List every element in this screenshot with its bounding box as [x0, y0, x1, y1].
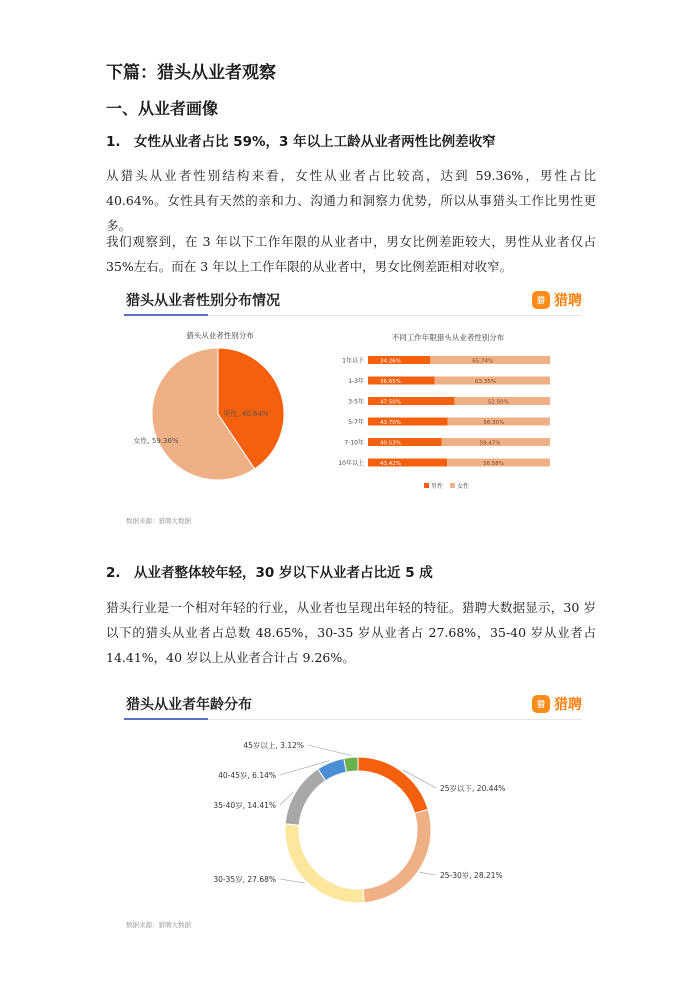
- bar-data-label: 47.50%: [380, 399, 401, 406]
- donut-slice-label: 40-45岁, 6.14%: [218, 771, 276, 780]
- donut-slice-25-30岁: [363, 809, 431, 902]
- bar-data-label: 59.47%: [479, 440, 501, 447]
- section-heading: 一、从业者画像: [106, 99, 219, 118]
- donut-slice-label: 30-35岁, 27.68%: [213, 875, 276, 884]
- age-donut-chart: [118, 726, 582, 926]
- part-heading: 下篇：猎头从业者观察: [106, 63, 276, 83]
- bar-data-label: 36.65%: [380, 378, 401, 385]
- donut-slice-25岁以下: [358, 757, 428, 813]
- legend-label: 女性: [457, 483, 470, 490]
- bar-category-label: 10年以上: [338, 460, 364, 467]
- donut-slice-30-35岁: [285, 824, 364, 903]
- title-rule: [208, 719, 582, 720]
- donut-slice-45岁以上: [344, 757, 358, 772]
- bar-data-label: 40.53%: [380, 440, 401, 447]
- data-source: 数据来源：猎聘大数据: [126, 921, 191, 929]
- legend-swatch-女性: [450, 483, 455, 488]
- card-title: 猎头从业者性别分布情况: [126, 293, 280, 309]
- age-chart-card: [118, 694, 582, 932]
- legend-swatch-男性: [424, 483, 429, 488]
- bar-category-label: 7-10年: [344, 439, 364, 447]
- donut-slice-35-40岁: [285, 769, 325, 825]
- bar-data-label: 34.26%: [380, 358, 401, 365]
- donut-slice-label: 25-30岁, 28.21%: [440, 871, 503, 880]
- gender-chart-card: [118, 290, 582, 532]
- pie-slice-label: 男性, 40.64%: [223, 410, 269, 418]
- gender-charts: [118, 318, 582, 538]
- bar-category-label: 1-3年: [348, 378, 364, 385]
- donut-slice-label: 25岁以下, 20.44%: [440, 784, 506, 793]
- liepin-logo-icon: 猎: [532, 291, 550, 309]
- bar-data-label: 65.74%: [472, 358, 494, 365]
- liepin-logo: [532, 290, 582, 310]
- bar-category-label: 1年以下: [342, 357, 364, 365]
- legend-label: 男性: [431, 483, 444, 490]
- bar-category-label: 3-5年: [348, 398, 364, 406]
- paragraph-2: 我们观察到，在 3 年以下工作年限的从业者中，男女比例差距较大，男性从业者仅占 35%左右。而在 3 年以上工作年限的从业者中，男女比例差距相对收窄。: [106, 234, 596, 274]
- logo-text: 猎聘: [554, 293, 582, 309]
- logo-text: 猎聘: [554, 697, 582, 713]
- pie-title: 猎头从业者性别分布: [186, 331, 254, 340]
- bar-data-label: 56.30%: [483, 419, 505, 426]
- bar-segment-男性: [368, 377, 435, 385]
- bar-data-label: 43.70%: [380, 419, 401, 426]
- bar-chart-title: 不同工作年限猎头从业者性别分布: [391, 333, 505, 342]
- leader-line: [308, 745, 351, 755]
- bar-data-label: 43.42%: [380, 460, 401, 467]
- paragraph-1: 从猎头从业者性别结构来看，女性从业者占比较高，达到 59.36%，男性占比 40.64%。女性具有天然的亲和力、沟通力和洞察力优势，所以从事猎头工作比男性更多。: [106, 168, 596, 233]
- liepin-logo-icon: 猎: [532, 695, 550, 713]
- leader-line: [420, 872, 436, 875]
- bar-data-label: 56.58%: [483, 460, 505, 467]
- bar-category-label: 5-7年: [348, 419, 364, 426]
- title-rule: [208, 315, 582, 316]
- leader-line: [280, 879, 305, 883]
- data-source: 数据来源：猎聘大数据: [126, 517, 191, 525]
- donut-slice-label: 35-40岁, 14.41%: [213, 801, 276, 810]
- pie-slice-label: 女性, 59.36%: [133, 437, 179, 445]
- title-underline: [124, 718, 208, 720]
- paragraph-3: 猎头行业是一个相对年轻的行业，从业者也呈现出年轻的特征。猎聘大数据显示，30 岁以下的猎头从业者占总数 48.65%，30-35 岁从业者占 27.68%，35-40 岁从业者占 14.41%，40 岁以上从业者合计占 9.26%。: [106, 600, 596, 665]
- card-title: 猎头从业者年龄分布: [126, 697, 252, 713]
- bar-data-label: 63.35%: [475, 378, 497, 385]
- title-underline: [124, 314, 208, 316]
- subsection-heading-2: 2. 从业者整体较年轻，30 岁以下从业者占比近 5 成: [106, 565, 433, 581]
- subsection-heading-1: 1. 女性从业者占比 59%，3 年以上工龄从业者两性比例差收窄: [106, 134, 496, 150]
- bar-data-label: 52.50%: [487, 399, 509, 406]
- liepin-logo: [532, 694, 582, 714]
- donut-slice-label: 45岁以上, 3.12%: [243, 741, 304, 750]
